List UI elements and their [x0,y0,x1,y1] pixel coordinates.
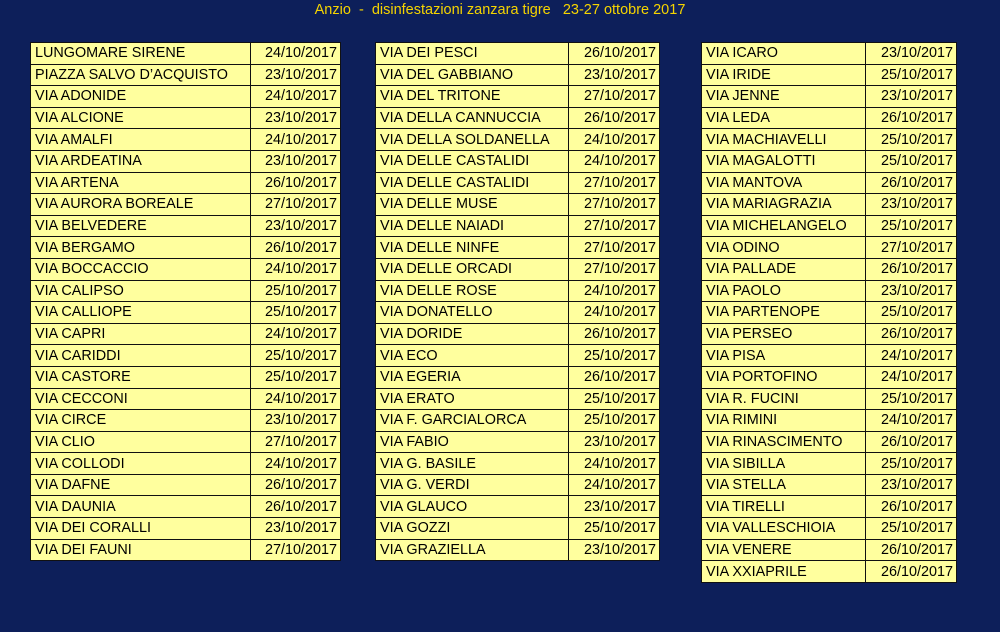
treatment-date: 27/10/2017 [569,194,660,216]
street-table-2 [375,42,660,561]
treatment-date: 23/10/2017 [251,107,341,129]
table-row [376,539,660,561]
street-name: VIA G. VERDI [376,474,569,496]
table-row [31,129,341,151]
table-row [702,194,957,216]
treatment-date: 26/10/2017 [866,107,957,129]
street-name: VIA ECO [376,345,569,367]
table-row [702,280,957,302]
treatment-date: 26/10/2017 [251,496,341,518]
table-row [376,64,660,86]
table-row [31,496,341,518]
street-name: VIA LEDA [702,107,866,129]
street-name: VIA DELLA SOLDANELLA [376,129,569,151]
table-row [702,129,957,151]
street-name: PIAZZA SALVO D’ACQUISTO [31,64,251,86]
treatment-date: 26/10/2017 [866,496,957,518]
treatment-date: 25/10/2017 [866,129,957,151]
treatment-date: 23/10/2017 [866,43,957,65]
street-table-3 [701,42,957,583]
street-name: VIA SIBILLA [702,453,866,475]
table-row [376,150,660,172]
table-row [702,388,957,410]
treatment-date: 26/10/2017 [251,237,341,259]
treatment-date: 23/10/2017 [251,150,341,172]
table-row [31,194,341,216]
street-name: VIA ALCIONE [31,107,251,129]
street-name: VIA CAPRI [31,323,251,345]
street-name: VIA DELLE CASTALIDI [376,172,569,194]
street-name: VIA DELLE NAIADI [376,215,569,237]
table-row [376,194,660,216]
street-name: VIA BELVEDERE [31,215,251,237]
street-name: VIA DEI FAUNI [31,539,251,561]
street-name: VIA DELLE ROSE [376,280,569,302]
treatment-date: 26/10/2017 [569,323,660,345]
treatment-date: 24/10/2017 [569,150,660,172]
street-name: VIA DEI PESCI [376,43,569,65]
treatment-date: 24/10/2017 [569,453,660,475]
treatment-date: 23/10/2017 [251,64,341,86]
table-row [31,345,341,367]
treatment-date: 23/10/2017 [866,280,957,302]
table-row [31,172,341,194]
table-row [376,410,660,432]
street-name: VIA DELLE ORCADI [376,258,569,280]
street-name: VIA STELLA [702,474,866,496]
table-row [31,237,341,259]
table-row [31,453,341,475]
treatment-date: 23/10/2017 [569,431,660,453]
table-row [31,388,341,410]
page-title: Anzio - disinfestazioni zanzara tigre 23-27 ottobre 2017 [314,2,686,18]
treatment-date: 25/10/2017 [866,64,957,86]
street-name: VIA XXIAPRILE [702,561,866,583]
table-row [31,410,341,432]
treatment-date: 25/10/2017 [866,215,957,237]
street-name: VIA DELLE NINFE [376,237,569,259]
treatment-date: 24/10/2017 [251,86,341,108]
treatment-date: 26/10/2017 [866,561,957,583]
table-row [376,496,660,518]
treatment-date: 24/10/2017 [569,302,660,324]
table-row [376,129,660,151]
treatment-date: 25/10/2017 [251,366,341,388]
treatment-date: 25/10/2017 [866,388,957,410]
treatment-date: 25/10/2017 [569,410,660,432]
street-name: VIA ARDEATINA [31,150,251,172]
table-row [31,150,341,172]
treatment-date: 27/10/2017 [251,431,341,453]
treatment-date: 26/10/2017 [569,43,660,65]
street-name: VIA PALLADE [702,258,866,280]
treatment-date: 24/10/2017 [251,453,341,475]
treatment-date: 24/10/2017 [866,345,957,367]
treatment-date: 25/10/2017 [251,345,341,367]
street-name: VIA F. GARCIALORCA [376,410,569,432]
street-name: VIA MAGALOTTI [702,150,866,172]
treatment-date: 23/10/2017 [569,64,660,86]
table-row [31,366,341,388]
street-name: VIA CALIPSO [31,280,251,302]
street-name: VIA ARTENA [31,172,251,194]
table-row [376,453,660,475]
table-row [702,172,957,194]
treatment-date: 25/10/2017 [569,518,660,540]
table-row [702,237,957,259]
treatment-date: 23/10/2017 [251,410,341,432]
table-row [702,86,957,108]
table-row [376,107,660,129]
street-name: VIA CECCONI [31,388,251,410]
table-row [376,43,660,65]
street-name: VIA CIRCE [31,410,251,432]
street-table-1 [30,42,341,561]
street-name: VIA VALLESCHIOIA [702,518,866,540]
table-row [702,539,957,561]
treatment-date: 24/10/2017 [251,323,341,345]
treatment-date: 27/10/2017 [866,237,957,259]
table-row [31,518,341,540]
table-row [702,561,957,583]
treatment-date: 26/10/2017 [866,172,957,194]
table-row [376,474,660,496]
street-name: VIA RINASCIMENTO [702,431,866,453]
street-name: VIA DEL GABBIANO [376,64,569,86]
street-name: VIA MICHELANGELO [702,215,866,237]
table-row [376,518,660,540]
treatment-date: 24/10/2017 [569,280,660,302]
treatment-date: 25/10/2017 [866,150,957,172]
street-name: VIA DEI CORALLI [31,518,251,540]
table-row [702,323,957,345]
table-row [376,86,660,108]
street-name: VIA RIMINI [702,410,866,432]
street-name: VIA ADONIDE [31,86,251,108]
street-name: VIA IRIDE [702,64,866,86]
table-row [31,43,341,65]
street-name: VIA PISA [702,345,866,367]
table-row [702,474,957,496]
table-row [376,237,660,259]
street-name: VIA PAOLO [702,280,866,302]
table-row [702,345,957,367]
treatment-date: 23/10/2017 [866,474,957,496]
table-row [31,215,341,237]
treatment-date: 25/10/2017 [866,302,957,324]
table-row [702,215,957,237]
treatment-date: 27/10/2017 [569,237,660,259]
table-row [376,215,660,237]
street-name: VIA DONATELLO [376,302,569,324]
street-name: VIA ODINO [702,237,866,259]
street-name: LUNGOMARE SIRENE [31,43,251,65]
street-name: VIA DAUNIA [31,496,251,518]
treatment-date: 26/10/2017 [251,474,341,496]
street-name: VIA PERSEO [702,323,866,345]
table-row [376,258,660,280]
treatment-date: 24/10/2017 [251,258,341,280]
street-name: VIA DELLE MUSE [376,194,569,216]
treatment-date: 26/10/2017 [866,431,957,453]
treatment-date: 26/10/2017 [866,539,957,561]
table-row [31,474,341,496]
table-row [376,388,660,410]
table-row [702,410,957,432]
treatment-date: 26/10/2017 [866,323,957,345]
table-row [702,302,957,324]
table-row [702,64,957,86]
treatment-date: 27/10/2017 [569,86,660,108]
treatment-date: 24/10/2017 [866,366,957,388]
treatment-date: 25/10/2017 [866,518,957,540]
table-row [702,107,957,129]
street-name: VIA DAFNE [31,474,251,496]
street-name: VIA MANTOVA [702,172,866,194]
street-name: VIA ERATO [376,388,569,410]
street-name: VIA MARIAGRAZIA [702,194,866,216]
table-row [376,172,660,194]
street-name: VIA BERGAMO [31,237,251,259]
street-name: VIA JENNE [702,86,866,108]
treatment-date: 24/10/2017 [866,410,957,432]
treatment-date: 26/10/2017 [569,107,660,129]
table-row [31,86,341,108]
table-row [702,43,957,65]
treatment-date: 23/10/2017 [251,518,341,540]
street-name: VIA VENERE [702,539,866,561]
treatment-date: 24/10/2017 [251,388,341,410]
table-row [702,453,957,475]
street-name: VIA DORIDE [376,323,569,345]
table-row [376,280,660,302]
treatment-date: 23/10/2017 [569,539,660,561]
table-row [376,431,660,453]
street-name: VIA GRAZIELLA [376,539,569,561]
treatment-date: 27/10/2017 [569,172,660,194]
street-name: VIA EGERIA [376,366,569,388]
table-row [31,302,341,324]
table-row [31,431,341,453]
table-row [702,258,957,280]
table-row [31,539,341,561]
treatment-date: 27/10/2017 [569,258,660,280]
street-name: VIA FABIO [376,431,569,453]
table-row [31,64,341,86]
street-name: VIA CASTORE [31,366,251,388]
street-name: VIA AURORA BOREALE [31,194,251,216]
treatment-date: 23/10/2017 [251,215,341,237]
street-name: VIA PARTENOPE [702,302,866,324]
treatment-date: 24/10/2017 [251,129,341,151]
street-name: VIA G. BASILE [376,453,569,475]
treatment-date: 25/10/2017 [251,302,341,324]
table-row [31,323,341,345]
table-row [376,302,660,324]
treatment-date: 27/10/2017 [251,194,341,216]
street-name: VIA DELLA CANNUCCIA [376,107,569,129]
table-row [31,280,341,302]
street-name: VIA COLLODI [31,453,251,475]
table-row [702,431,957,453]
table-row [31,107,341,129]
treatment-date: 26/10/2017 [251,172,341,194]
treatment-date: 25/10/2017 [569,345,660,367]
treatment-date: 26/10/2017 [569,366,660,388]
street-name: VIA CARIDDI [31,345,251,367]
street-name: VIA AMALFI [31,129,251,151]
street-name: VIA GOZZI [376,518,569,540]
treatment-date: 25/10/2017 [569,388,660,410]
street-name: VIA ICARO [702,43,866,65]
table-row [702,366,957,388]
treatment-date: 24/10/2017 [251,43,341,65]
treatment-date: 24/10/2017 [569,129,660,151]
street-name: VIA DEL TRITONE [376,86,569,108]
table-row [702,518,957,540]
street-name: VIA MACHIAVELLI [702,129,866,151]
street-name: VIA CLIO [31,431,251,453]
street-name: VIA CALLIOPE [31,302,251,324]
table-row [702,150,957,172]
street-name: VIA GLAUCO [376,496,569,518]
street-name: VIA R. FUCINI [702,388,866,410]
treatment-date: 23/10/2017 [866,194,957,216]
table-row [702,496,957,518]
street-name: VIA TIRELLI [702,496,866,518]
treatment-date: 25/10/2017 [866,453,957,475]
street-name: VIA BOCCACCIO [31,258,251,280]
street-name: VIA PORTOFINO [702,366,866,388]
table-row [31,258,341,280]
table-row [376,345,660,367]
treatment-date: 26/10/2017 [866,258,957,280]
treatment-date: 23/10/2017 [569,496,660,518]
treatment-date: 27/10/2017 [569,215,660,237]
treatment-date: 27/10/2017 [251,539,341,561]
table-row [376,323,660,345]
treatment-date: 24/10/2017 [569,474,660,496]
street-name: VIA DELLE CASTALIDI [376,150,569,172]
treatment-date: 25/10/2017 [251,280,341,302]
table-row [376,366,660,388]
treatment-date: 23/10/2017 [866,86,957,108]
